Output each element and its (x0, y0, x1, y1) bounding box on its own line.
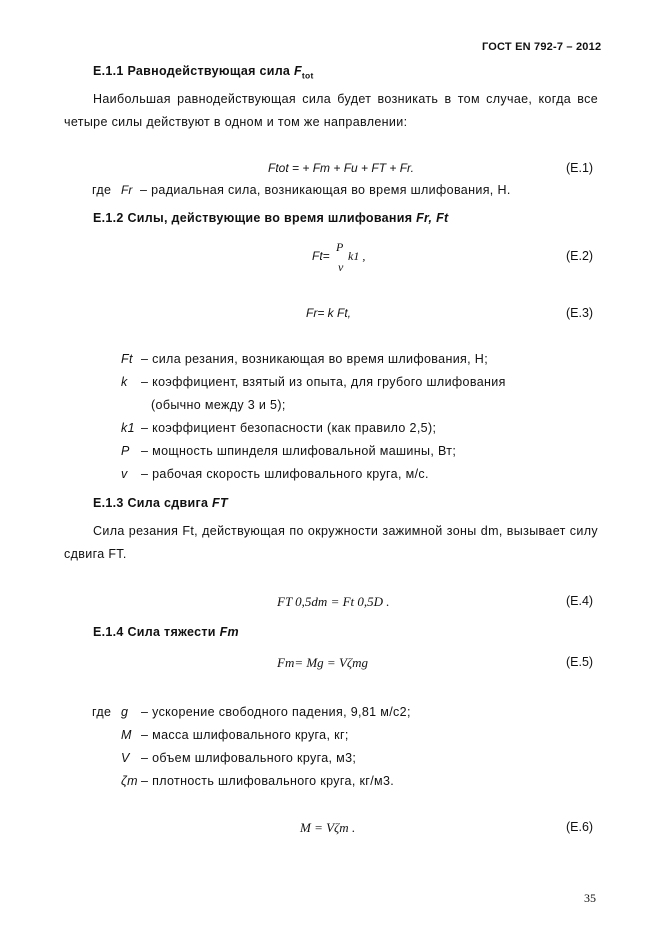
equation-label-e6: (Е.6) (566, 820, 594, 834)
heading-symbol-f: F (293, 64, 302, 78)
variable-symbol: P (121, 444, 130, 458)
variable-description: – рабочая скорость шлифовального круга, м/с. (141, 467, 429, 481)
equation-e1-text: Ftot = + Fm + Fu + FT + Fr. (268, 161, 414, 175)
section-heading-e14 (93, 625, 239, 639)
heading-symbol: FT (212, 496, 228, 510)
equation-e2-denominator: v (338, 260, 344, 274)
variable-description: – коэффициент, взятый из опыта, для грубого шлифования (141, 375, 506, 389)
equation-label-e5: (Е.5) (566, 655, 594, 669)
variable-description: – плотность шлифовального круга, кг/м3. (141, 774, 395, 788)
heading-symbols: Fr, Ft (416, 211, 449, 225)
heading-subscript-tot: tot (301, 70, 314, 81)
variable-row (121, 352, 488, 366)
equation-label-e4: (Е.4) (566, 594, 594, 608)
section-heading-e14-text: Е.1.4 Сила тяжести (93, 625, 220, 639)
paragraph-line: Наибольшая равнодействующая сила будет возникать в том случае, когда все (93, 92, 598, 106)
section-heading-e11-text: Е.1.1 Равнодействующая сила (93, 64, 294, 78)
variable-description: – масса шлифовального круга, кг; (141, 728, 349, 742)
variable-description: – мощность шпинделя шлифовальной машины, Вт; (141, 444, 457, 458)
variable-symbol: k (121, 375, 128, 389)
equation-e4: FT 0,5dm = Ft 0,5D . (277, 594, 390, 609)
variable-row (121, 705, 411, 719)
section-heading-e13-text: Е.1.3 Сила сдвига (93, 496, 213, 510)
variable-symbol: k1 (121, 421, 135, 435)
paragraph-line: Сила резания Ft, действующая по окружности зажимной зоны dm, вызывает силу (93, 524, 598, 538)
equation-label-e2: (Е.2) (566, 249, 594, 263)
variable-symbol: M (121, 728, 132, 742)
equation-e3: Fr= k Ft, (306, 306, 351, 320)
variable-description: – радиальная сила, возникающая во время шлифования, Н. (140, 183, 511, 197)
paragraph-line: четыре силы действуют в одном и том же направлении: (64, 115, 408, 129)
variable-description: – коэффициент безопасности (как правило 2,5); (141, 421, 437, 435)
variable-symbol: g (121, 705, 129, 719)
variable-row (121, 751, 356, 765)
equation-e6: M = Vζm . (300, 820, 356, 835)
variable-row (121, 444, 456, 458)
variable-description: – ускорение свободного падения, 9,81 м/с2; (141, 705, 411, 719)
variable-description: – объем шлифовального круга, м3; (141, 751, 357, 765)
equation-e2-numerator: P (336, 240, 344, 254)
section-heading-e12 (93, 211, 448, 225)
section-heading-e12-text: Е.1.2 Силы, действующие во время шлифования (93, 211, 417, 225)
variable-row (121, 375, 506, 389)
section-heading-e13 (93, 496, 228, 510)
equation-e1 (268, 161, 414, 175)
variable-symbol: ζm (121, 774, 138, 788)
equation-e5: Fm= Mg = Vζmg (277, 655, 369, 670)
variable-row (121, 774, 394, 788)
paragraph-line: сдвига FT. (64, 547, 127, 561)
equation-e2-coefficient: k1 , (348, 249, 366, 263)
page-number: 35 (584, 891, 596, 905)
equation-label-e3: (Е.3) (566, 306, 594, 320)
equation-e2-lhs: Ft= (312, 249, 330, 263)
variable-symbol: v (121, 467, 128, 481)
equation-label-e1: (Е.1) (566, 161, 594, 175)
variable-description: – сила резания, возникающая во время шлифования, Н; (141, 352, 489, 366)
variable-symbol: Fr (121, 183, 133, 197)
variable-row (121, 728, 349, 742)
where-label: где (92, 705, 112, 719)
heading-symbol: Fm (219, 625, 239, 639)
variable-description-continued: (обычно между 3 и 5); (151, 398, 286, 412)
variable-symbol: V (121, 751, 130, 765)
where-label: где (92, 183, 112, 197)
document-standard-header: ГОСТ EN 792-7 – 2012 (482, 41, 602, 53)
variable-row (121, 421, 436, 435)
variable-symbol: Ft (121, 352, 133, 366)
variable-row (121, 467, 429, 481)
section-heading-e11 (93, 64, 314, 81)
